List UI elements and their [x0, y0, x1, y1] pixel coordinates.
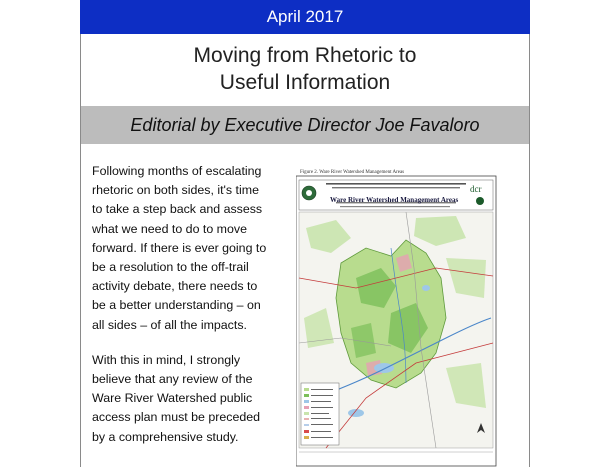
article-byline: Editorial by Executive Director Joe Favaloro — [81, 106, 529, 144]
issue-date-banner: April 2017 — [80, 0, 530, 34]
body-paragraph: With this in mind, I strongly believe that any review of the Ware River Watershed public access plan must be preceded by a comprehensive study. — [92, 352, 261, 444]
dcr-logo: dcr — [470, 184, 482, 194]
article-title-line-1: Moving from Rhetoric to — [193, 44, 417, 67]
article-title — [80, 42, 530, 96]
article-title-line-2: Useful Information — [219, 71, 391, 94]
map-figure-caption: Figure 2. Ware River Watershed Management Areas — [300, 170, 405, 175]
article-body — [92, 162, 272, 463]
body-paragraph: Following months of escalating rhetoric on both sides, it's time to take a step back and assess what we need to do to move forward. If there is ever going to be a resolution to the off-trail activity debate, there needs to be a better understanding – on all sides – of all the impacts. — [92, 164, 267, 332]
map-title: Ware River Watershed Management Areas — [330, 196, 459, 204]
watershed-map-image — [296, 168, 497, 467]
